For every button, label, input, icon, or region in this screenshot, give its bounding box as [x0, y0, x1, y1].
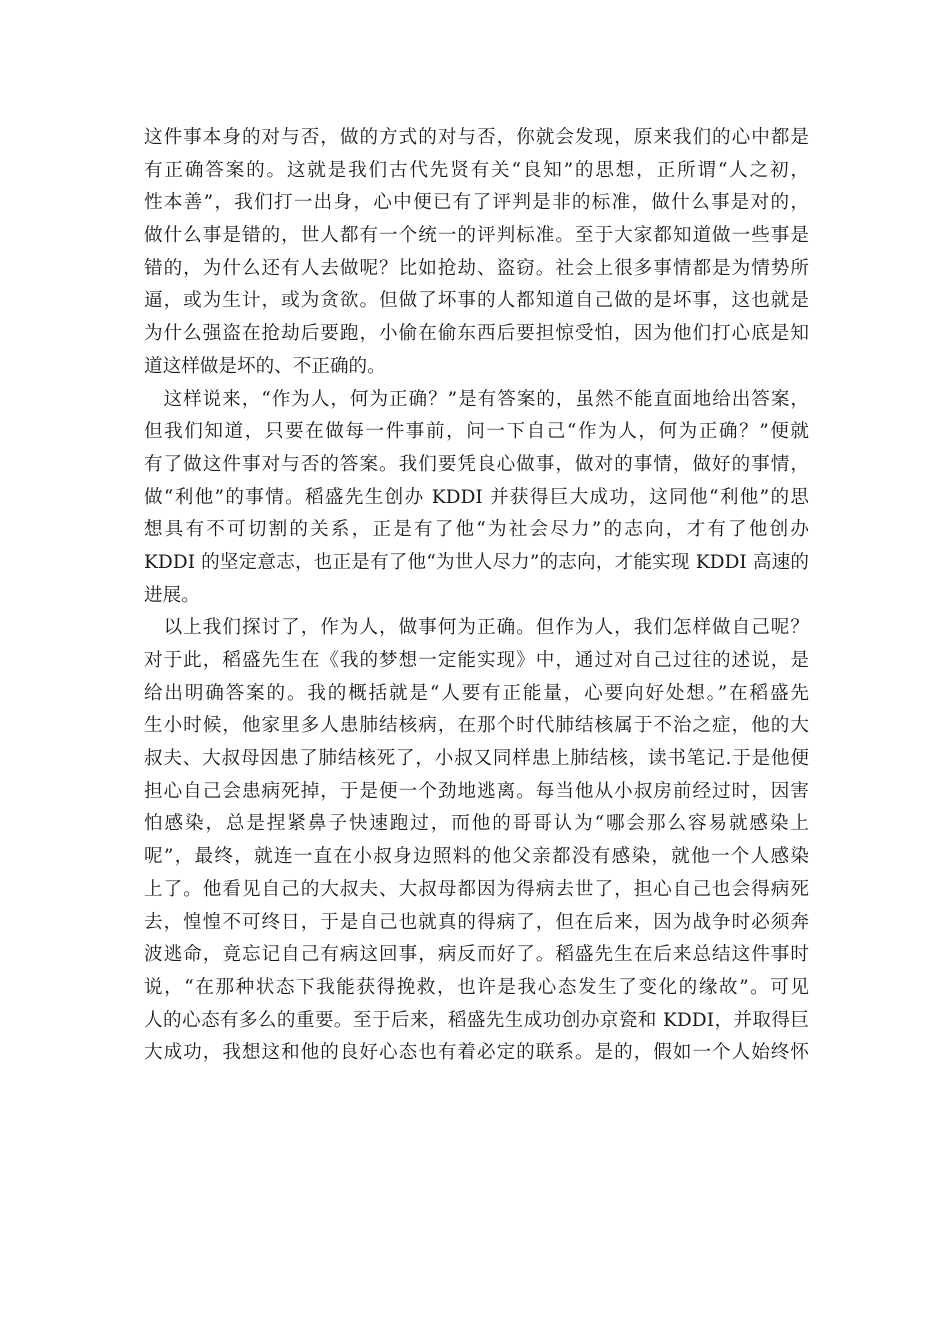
text-line: 性本善”，我们打一出身，心中便已有了评判是非的标准，做什么事是对的，	[144, 192, 809, 214]
text-line: 有了做这件事对与否的答案。我们要凭良心做事，做对的事情，做好的事情，	[144, 453, 809, 475]
text-line: 做“利他”的事情。稻盛先生创办 KDDI 并获得巨大成功，这同他“利他”的思	[144, 486, 809, 508]
text-line: 对于此，稻盛先生在《我的梦想一定能实现》中，通过对自己过往的述说，是	[144, 650, 809, 671]
text-line: 去，惶惶不可终日，于是自己也就真的得病了，但在后来，因为战争时必须奔	[144, 911, 809, 933]
text-line: 呢”，最终，就连一直在小叔身边照料的他父亲都没有感染，就他一个人感染	[144, 846, 809, 868]
text-line: 生小时候，他家里多人患肺结核病，在那个时代肺结核属于不治之症，他的大	[144, 715, 809, 737]
paragraph-1	[144, 122, 809, 384]
text-line: 逼，或为生计，或为贪欲。但做了坏事的人都知道自己做的是坏事，这也就是	[144, 290, 809, 312]
document-body	[144, 122, 809, 1070]
text-line: 做什么事是错的，世人都有一个统一的评判标准。至于大家都知道做一些事是	[144, 225, 809, 247]
text-line: KDDI 的坚定意志，也正是有了他“为世人尽力”的志向，才能实现 KDDI 高速的	[144, 551, 809, 573]
text-line: 想具有不可切割的关系，正是有了他“为社会尽力”的志向，才有了他创办	[144, 519, 809, 541]
text-line: 以上我们探讨了，作为人，做事何为正确。但作为人，我们怎样做自己呢？	[144, 617, 809, 639]
text-line: 说，“在那种状态下我能获得挽救，也许是我心态发生了变化的缘故”。可见	[144, 976, 809, 998]
text-line: 有正确答案的。这就是我们古代先贤有关“良知”的思想，正所谓“人之初，	[144, 159, 809, 181]
text-line: 波逃命，竟忘记自己有病这回事，病反而好了。稻盛先生在后来总结这件事时	[144, 944, 809, 966]
text-line: 道这样做是坏的、不正确的。	[144, 355, 386, 377]
text-line: 担心自己会患病死掉，于是便一个劲地逃离。每当他从小叔房前经过时，因害	[144, 780, 809, 802]
text-line: 但我们知道，只要在做每一件事前，问一下自己“作为人，何为正确？”便就	[144, 421, 809, 443]
text-line: 这样说来，“作为人，何为正确？”是有答案的，虽然不能直面地给出答案，	[144, 388, 809, 410]
text-line: 人的心态有多么的重要。至于后来，稻盛先生成功创办京瓷和 KDDI，并取得巨	[144, 1009, 809, 1031]
text-line: 怕感染，总是捏紧鼻子快速跑过，而他的哥哥认为“哪会那么容易就感染上	[144, 813, 809, 835]
paragraph-3	[144, 612, 809, 1070]
text-line: 错的，为什么还有人去做呢？比如抢劫、盗窃。社会上很多事情都是为情势所	[144, 257, 809, 279]
text-line: 叔夫、大叔母因患了肺结核死了，小叔又同样患上肺结核，读书笔记.于是他便	[144, 748, 809, 770]
text-line: 为什么强盗在抢劫后要跑，小偷在偷东西后要担惊受怕，因为他们打心底是知	[144, 323, 809, 345]
text-line: 上了。他看见自己的大叔夫、大叔母都因为得病去世了，担心自己也会得病死	[144, 878, 809, 900]
text-line: 这件事本身的对与否，做的方式的对与否，你就会发现，原来我们的心中都是	[144, 127, 809, 148]
text-line: 给出明确答案的。我的概括就是“人要有正能量，心要向好处想。”在稻盛先	[144, 682, 809, 704]
text-line: 大成功，我想这和他的良好心态也有着必定的联系。是的，假如一个人始终怀	[144, 1042, 809, 1064]
text-line: 进展。	[144, 584, 200, 606]
paragraph-2	[144, 384, 809, 613]
